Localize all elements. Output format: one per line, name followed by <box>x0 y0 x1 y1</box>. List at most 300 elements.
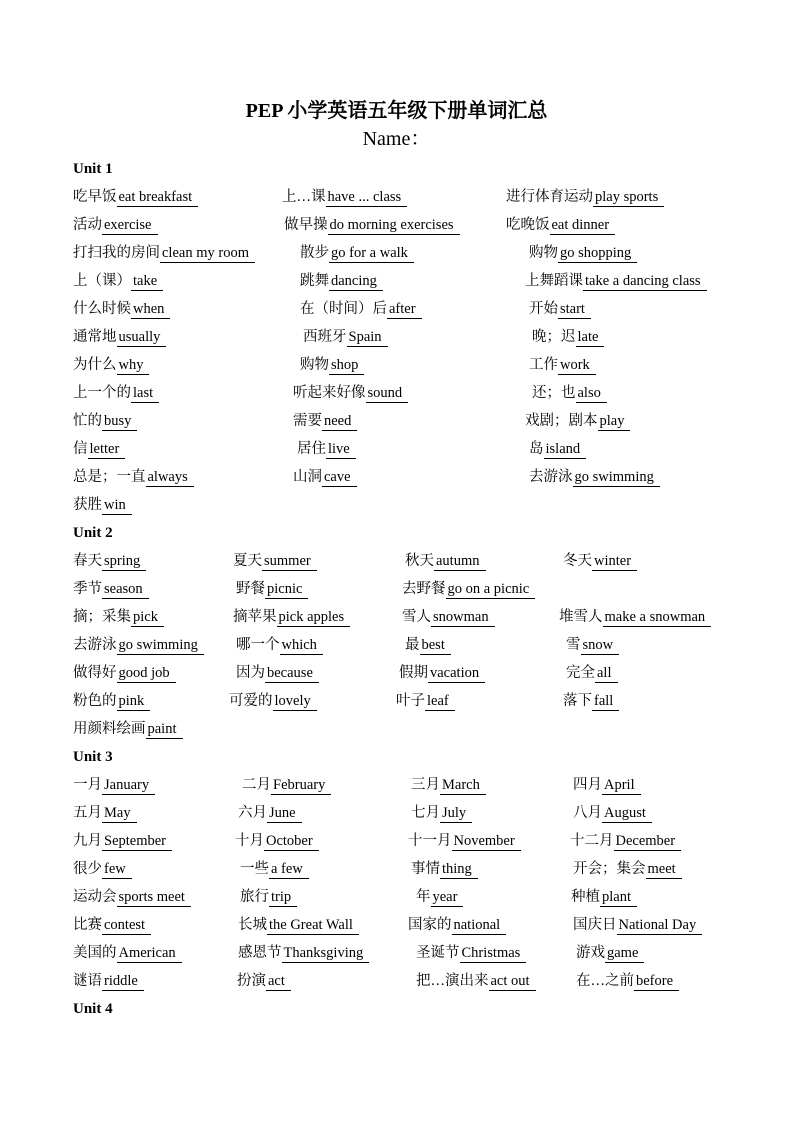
vocab-row <box>0 468 793 488</box>
vocab-entry <box>529 356 596 375</box>
english-word-blank: meet <box>646 861 682 879</box>
chinese-word: 假期 <box>399 665 428 681</box>
chinese-word: 跳舞 <box>300 273 329 289</box>
vocab-entry <box>529 468 660 487</box>
vocab-entry <box>300 300 422 319</box>
vocab-row <box>0 580 793 600</box>
english-word-blank: picnic <box>265 581 308 599</box>
english-word-blank: leaf <box>425 693 455 711</box>
vocab-entry <box>237 972 291 991</box>
chinese-word: 散步 <box>300 245 329 261</box>
english-word-blank: October <box>264 833 319 851</box>
vocab-entry <box>532 384 607 403</box>
chinese-word: 吃早饭 <box>73 189 117 205</box>
chinese-word: 山洞 <box>293 469 322 485</box>
chinese-word: 上（课） <box>73 273 131 289</box>
chinese-word: 五月 <box>73 805 102 821</box>
vocab-entry <box>73 244 255 263</box>
vocab-row <box>0 552 793 572</box>
vocab-entry <box>576 944 644 963</box>
english-word-blank: eat breakfast <box>117 189 199 207</box>
english-word-blank: eat dinner <box>550 217 616 235</box>
english-word-blank: go swimming <box>117 637 204 655</box>
chinese-word: 需要 <box>293 413 322 429</box>
english-word-blank: snow <box>581 637 620 655</box>
english-word-blank: spring <box>102 553 146 571</box>
english-word-blank: when <box>131 301 170 319</box>
chinese-word: 国庆日 <box>573 917 617 933</box>
english-word-blank: act <box>266 973 291 991</box>
chinese-word: 通常地 <box>73 329 117 345</box>
vocab-row <box>0 412 793 432</box>
english-word-blank: cave <box>322 469 357 487</box>
chinese-word: 九月 <box>73 833 102 849</box>
english-word-blank: the Great Wall <box>267 917 359 935</box>
vocab-entry <box>563 552 637 571</box>
english-word-blank: August <box>602 805 652 823</box>
english-word-blank: June <box>267 805 302 823</box>
chinese-word: 旅行 <box>240 889 269 905</box>
chinese-word: 谜语 <box>73 973 102 989</box>
chinese-word: 春天 <box>73 553 102 569</box>
vocab-entry <box>293 412 357 431</box>
english-word-blank: late <box>576 329 605 347</box>
unit-heading: Unit 1 <box>73 161 113 177</box>
vocab-entry <box>233 552 317 571</box>
english-word-blank: game <box>605 945 644 963</box>
vocab-entry <box>238 944 369 963</box>
chinese-word: 美国的 <box>73 945 117 961</box>
chinese-word: 长城 <box>238 917 267 933</box>
chinese-word: 获胜 <box>73 497 102 513</box>
chinese-word: 活动 <box>73 217 102 233</box>
chinese-word: 一月 <box>73 777 102 793</box>
vocab-entry <box>238 804 302 823</box>
chinese-word: 冬天 <box>563 553 592 569</box>
chinese-word: 进行体育运动 <box>506 189 593 205</box>
english-word-blank: all <box>595 665 618 683</box>
vocab-entry <box>293 468 357 487</box>
vocab-entry <box>571 888 637 907</box>
vocab-entry <box>396 692 455 711</box>
chinese-word: 种植 <box>571 889 600 905</box>
chinese-word: 十月 <box>235 833 264 849</box>
vocab-entry <box>73 832 172 851</box>
vocab-entry <box>576 972 679 991</box>
english-word-blank: plant <box>600 889 637 907</box>
vocab-entry <box>73 384 159 403</box>
chinese-word: 雪人 <box>402 609 431 625</box>
chinese-word: 上…课 <box>282 189 326 205</box>
chinese-word: 什么时候 <box>73 301 131 317</box>
english-word-blank: thing <box>440 861 478 879</box>
chinese-word: 叶子 <box>396 693 425 709</box>
chinese-word: 居住 <box>297 441 326 457</box>
vocab-entry <box>525 272 707 291</box>
english-word-blank: December <box>614 833 682 851</box>
english-word-blank: after <box>387 301 422 319</box>
english-word-blank: trip <box>269 889 297 907</box>
chinese-word: 四月 <box>573 777 602 793</box>
vocab-entry <box>235 832 319 851</box>
english-word-blank: live <box>326 441 356 459</box>
vocab-row <box>0 384 793 404</box>
chinese-word: 八月 <box>573 805 602 821</box>
vocab-row <box>0 720 793 740</box>
vocab-entry <box>73 804 137 823</box>
english-word-blank: Thanksgiving <box>282 945 370 963</box>
english-word-blank: do morning exercises <box>328 217 460 235</box>
chinese-word: 运动会 <box>73 889 117 905</box>
vocab-row <box>0 356 793 376</box>
english-word-blank: go swimming <box>573 469 660 487</box>
english-word-blank: Spain <box>347 329 388 347</box>
vocab-entry <box>573 776 641 795</box>
chinese-word: 国家的 <box>408 917 452 933</box>
english-word-blank: sound <box>366 385 409 403</box>
vocab-entry <box>73 608 164 627</box>
english-word-blank: go for a walk <box>329 245 414 263</box>
vocab-entry <box>73 328 166 347</box>
vocab-entry <box>73 888 191 907</box>
chinese-word: 堆雪人 <box>559 609 603 625</box>
english-word-blank: contest <box>102 917 151 935</box>
vocab-entry <box>73 440 125 459</box>
chinese-word: 戏剧；剧本 <box>525 413 598 429</box>
vocab-entry <box>411 860 478 879</box>
vocab-entry <box>73 356 149 375</box>
english-word-blank: pick <box>131 609 164 627</box>
vocab-entry <box>405 636 451 655</box>
vocab-entry <box>563 692 619 711</box>
vocab-entry <box>559 608 711 627</box>
vocab-entry <box>416 888 463 907</box>
english-word-blank: have ... class <box>326 189 408 207</box>
vocab-entry <box>238 916 359 935</box>
page-title: PEP 小学英语五年级下册单词汇总 <box>245 100 548 122</box>
vocab-entry <box>402 580 535 599</box>
vocab-entry <box>73 580 149 599</box>
vocab-entry <box>242 776 331 795</box>
chinese-word: 上一个的 <box>73 385 131 401</box>
english-word-blank: winter <box>592 553 637 571</box>
vocab-row <box>0 664 793 684</box>
vocab-entry <box>529 440 586 459</box>
english-word-blank: dancing <box>329 273 383 291</box>
chinese-word: 还；也 <box>532 385 576 401</box>
english-word-blank: take <box>131 273 163 291</box>
vocab-entry <box>570 832 681 851</box>
chinese-word: 年 <box>416 889 431 905</box>
vocab-entry <box>236 580 308 599</box>
english-word-blank: season <box>102 581 149 599</box>
chinese-word: 购物 <box>300 357 329 373</box>
vocab-entry <box>300 244 414 263</box>
chinese-word: 扮演 <box>237 973 266 989</box>
vocab-entry <box>297 440 356 459</box>
chinese-word: 七月 <box>411 805 440 821</box>
vocab-entry <box>573 860 682 879</box>
english-word-blank: riddle <box>102 973 144 991</box>
english-word-blank: why <box>117 357 150 375</box>
chinese-word: 工作 <box>529 357 558 373</box>
english-word-blank: clean my room <box>160 245 255 263</box>
chinese-word: 做早操 <box>284 217 328 233</box>
vocab-entry <box>566 636 619 655</box>
english-word-blank: national <box>452 917 507 935</box>
english-word-blank: February <box>271 777 331 795</box>
chinese-word: 十二月 <box>570 833 614 849</box>
english-word-blank: island <box>544 441 587 459</box>
vocab-entry <box>399 664 485 683</box>
vocab-entry <box>529 244 637 263</box>
chinese-word: 感恩节 <box>238 945 282 961</box>
unit-heading: Unit 4 <box>73 1001 113 1017</box>
chinese-word: 开会；集会 <box>573 861 646 877</box>
english-word-blank: January <box>102 777 155 795</box>
unit-heading: Unit 3 <box>73 749 113 765</box>
english-word-blank: work <box>558 357 596 375</box>
vocab-entry <box>73 916 151 935</box>
vocab-entry <box>73 188 198 207</box>
chinese-word: 落下 <box>563 693 592 709</box>
vocab-row <box>0 944 793 964</box>
english-word-blank: April <box>602 777 641 795</box>
vocab-entry <box>73 300 170 319</box>
vocab-entry <box>573 804 652 823</box>
english-word-blank: fall <box>592 693 619 711</box>
english-word-blank: act out <box>489 973 536 991</box>
english-word-blank: Christmas <box>460 945 527 963</box>
english-word-blank: play <box>598 413 631 431</box>
english-word-blank: start <box>558 301 591 319</box>
vocab-entry <box>284 216 460 235</box>
chinese-word: 秋天 <box>405 553 434 569</box>
vocab-entry <box>405 552 486 571</box>
chinese-word: 在…之前 <box>576 973 634 989</box>
english-word-blank: which <box>280 637 323 655</box>
chinese-word: 最 <box>405 637 420 653</box>
name-label: Name： <box>362 128 431 150</box>
chinese-word: 去游泳 <box>73 637 117 653</box>
vocab-entry <box>240 860 309 879</box>
vocab-entry <box>229 692 317 711</box>
chinese-word: 上舞蹈课 <box>525 273 583 289</box>
vocab-row <box>0 440 793 460</box>
vocab-entry <box>300 272 383 291</box>
english-word-blank: last <box>131 385 159 403</box>
vocab-row <box>0 244 793 264</box>
chinese-word: 把…演出来 <box>416 973 489 989</box>
english-word-blank: July <box>440 805 472 823</box>
chinese-word: 购物 <box>529 245 558 261</box>
vocab-row <box>0 776 793 796</box>
english-word-blank: National Day <box>617 917 703 935</box>
chinese-word: 圣诞节 <box>416 945 460 961</box>
english-word-blank: American <box>117 945 182 963</box>
english-word-blank: exercise <box>102 217 158 235</box>
english-word-blank: May <box>102 805 137 823</box>
vocab-row <box>0 972 793 992</box>
english-word-blank: lovely <box>273 693 317 711</box>
vocab-entry <box>293 384 408 403</box>
english-word-blank: sports meet <box>117 889 191 907</box>
chinese-word: 在（时间）后 <box>300 301 387 317</box>
vocab-entry <box>240 888 297 907</box>
chinese-word: 晚；迟 <box>532 329 576 345</box>
vocab-row <box>0 916 793 936</box>
chinese-word: 季节 <box>73 581 102 597</box>
vocab-entry <box>73 972 144 991</box>
vocab-row <box>0 860 793 880</box>
chinese-word: 摘；采集 <box>73 609 131 625</box>
english-word-blank: vacation <box>428 665 485 683</box>
vocab-entry <box>402 608 495 627</box>
english-word-blank: before <box>634 973 679 991</box>
english-word-blank: also <box>576 385 607 403</box>
english-word-blank: paint <box>146 721 183 739</box>
chinese-word: 西班牙 <box>303 329 347 345</box>
english-word-blank: go shopping <box>558 245 637 263</box>
chinese-word: 很少 <box>73 861 102 877</box>
chinese-word: 二月 <box>242 777 271 793</box>
chinese-word: 信 <box>73 441 88 457</box>
chinese-word: 雪 <box>566 637 581 653</box>
unit-heading: Unit 2 <box>73 525 113 541</box>
chinese-word: 用颜料绘画 <box>73 721 146 737</box>
chinese-word: 夏天 <box>233 553 262 569</box>
chinese-word: 为什么 <box>73 357 117 373</box>
english-word-blank: year <box>431 889 464 907</box>
chinese-word: 因为 <box>236 665 265 681</box>
vocab-entry <box>233 608 350 627</box>
vocab-entry <box>416 972 536 991</box>
chinese-word: 岛 <box>529 441 544 457</box>
vocab-entry <box>73 496 132 515</box>
vocab-entry <box>408 916 506 935</box>
vocab-entry <box>408 832 521 851</box>
english-word-blank: few <box>102 861 132 879</box>
vocab-entry <box>236 636 323 655</box>
vocab-entry <box>525 412 630 431</box>
chinese-word: 总是；一直 <box>73 469 146 485</box>
english-word-blank: good job <box>117 665 176 683</box>
vocab-entry <box>506 188 664 207</box>
chinese-word: 游戏 <box>576 945 605 961</box>
english-word-blank: pink <box>117 693 151 711</box>
chinese-word: 做得好 <box>73 665 117 681</box>
chinese-word: 六月 <box>238 805 267 821</box>
vocab-entry <box>73 636 204 655</box>
english-word-blank: summer <box>262 553 317 571</box>
vocab-entry <box>73 692 150 711</box>
vocab-entry <box>73 412 137 431</box>
english-word-blank: need <box>322 413 357 431</box>
vocab-entry <box>506 216 615 235</box>
vocab-entry <box>411 804 472 823</box>
english-word-blank: best <box>420 637 451 655</box>
english-word-blank: win <box>102 497 132 515</box>
chinese-word: 摘苹果 <box>233 609 277 625</box>
vocab-entry <box>282 188 407 207</box>
chinese-word: 可爱的 <box>229 693 273 709</box>
vocab-row <box>0 496 793 516</box>
vocab-entry <box>236 664 319 683</box>
vocab-row <box>0 328 793 348</box>
chinese-word: 粉色的 <box>73 693 117 709</box>
vocab-row <box>0 804 793 824</box>
vocab-entry <box>573 916 702 935</box>
english-word-blank: November <box>452 833 521 851</box>
chinese-word: 忙的 <box>73 413 102 429</box>
vocab-row <box>0 888 793 908</box>
vocab-entry <box>73 272 163 291</box>
english-word-blank: always <box>146 469 194 487</box>
chinese-word: 事情 <box>411 861 440 877</box>
english-word-blank: go on a picnic <box>446 581 536 599</box>
vocab-entry <box>303 328 388 347</box>
vocab-row <box>0 692 793 712</box>
vocab-row <box>0 272 793 292</box>
vocab-entry <box>411 776 486 795</box>
vocab-entry <box>73 468 194 487</box>
vocab-entry <box>73 776 155 795</box>
chinese-word: 十一月 <box>408 833 452 849</box>
vocab-entry <box>532 328 604 347</box>
english-word-blank: take a dancing class <box>583 273 707 291</box>
english-word-blank: shop <box>329 357 364 375</box>
english-word-blank: snowman <box>431 609 495 627</box>
chinese-word: 完全 <box>566 665 595 681</box>
english-word-blank: pick apples <box>277 609 351 627</box>
vocab-row <box>0 636 793 656</box>
chinese-word: 去游泳 <box>529 469 573 485</box>
vocab-entry <box>566 664 618 683</box>
chinese-word: 三月 <box>411 777 440 793</box>
chinese-word: 听起来好像 <box>293 385 366 401</box>
chinese-word: 哪一个 <box>236 637 280 653</box>
chinese-word: 打扫我的房间 <box>73 245 160 261</box>
chinese-word: 一些 <box>240 861 269 877</box>
vocab-entry <box>73 552 146 571</box>
vocab-entry <box>73 720 183 739</box>
vocab-entry <box>73 860 132 879</box>
chinese-word: 吃晚饭 <box>506 217 550 233</box>
english-word-blank: busy <box>102 413 137 431</box>
english-word-blank: a few <box>269 861 309 879</box>
vocab-row <box>0 300 793 320</box>
vocab-entry <box>73 664 176 683</box>
english-word-blank: letter <box>88 441 126 459</box>
vocab-row <box>0 832 793 852</box>
vocab-entry <box>300 356 364 375</box>
chinese-word: 比赛 <box>73 917 102 933</box>
vocab-entry <box>73 944 182 963</box>
english-word-blank: autumn <box>434 553 486 571</box>
chinese-word: 野餐 <box>236 581 265 597</box>
english-word-blank: make a snowman <box>603 609 712 627</box>
vocab-entry <box>416 944 526 963</box>
vocab-row <box>0 188 793 208</box>
english-word-blank: September <box>102 833 172 851</box>
english-word-blank: because <box>265 665 319 683</box>
vocab-row <box>0 216 793 236</box>
english-word-blank: play sports <box>593 189 664 207</box>
vocab-row <box>0 608 793 628</box>
vocab-entry <box>73 216 158 235</box>
english-word-blank: March <box>440 777 486 795</box>
chinese-word: 去野餐 <box>402 581 446 597</box>
